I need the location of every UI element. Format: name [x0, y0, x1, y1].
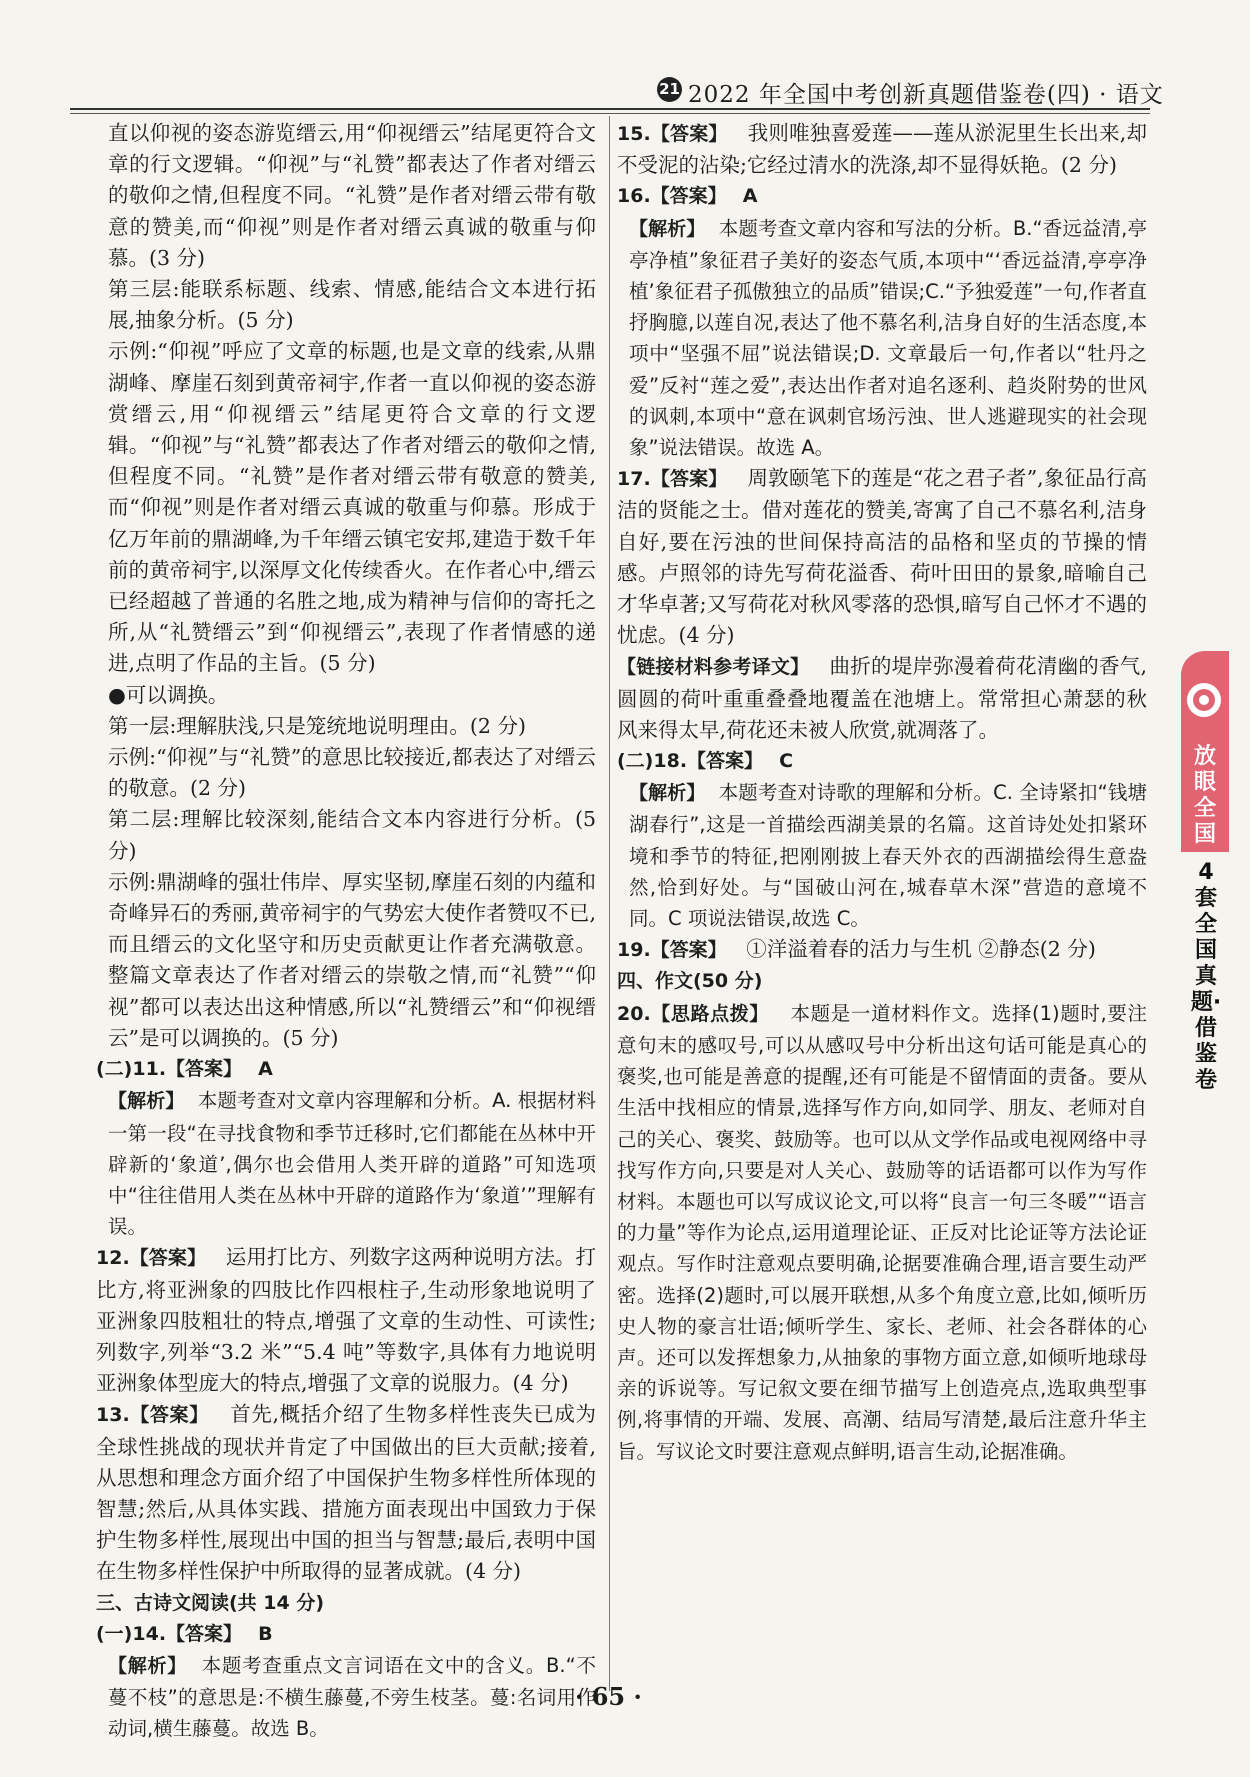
- answer-letter: C: [779, 750, 794, 773]
- question-11-heading: (二)11.【答案】 A: [96, 1058, 273, 1081]
- header-title: 2022 年全国中考创新真题借鉴卷(四) · 语文: [688, 82, 1164, 108]
- question-15: 15.【答案】 我则唯独喜爱莲——莲从淤泥里生长出来,却不受泥的沾染;它经过清水的洗涤,却不显得妖艳。(2 分): [617, 121, 1147, 178]
- question-14-heading: (一)14.【答案】 B: [96, 1622, 273, 1645]
- section-4-heading: 四、作文(50 分): [617, 970, 763, 993]
- paragraph: 直以仰视的姿态游览缙云,用“仰视缙云”结尾更符合文章的行文逻辑。“仰视”与“礼赞”都表达了作者对缙云的敬仰之情,但程度不同。“礼赞”是作者对缙云带有敬意的赞美,而“仰视”则是作者对缙云真诚的敬重与仰慕。(3 分): [108, 121, 596, 270]
- answer-letter: A: [258, 1058, 273, 1081]
- left-column: [96, 118, 596, 1745]
- question-18-heading: (二)18.【答案】 C: [617, 750, 794, 773]
- section-3-heading: 三、古诗文阅读(共 14 分): [96, 1591, 325, 1614]
- header-rule: [70, 108, 1150, 110]
- side-vertical-label: 4套全国真题·借鉴卷: [1190, 860, 1222, 1093]
- page-number: · 65 ·: [575, 1682, 642, 1711]
- paragraph: ●可以调换。: [108, 682, 229, 707]
- book-badge-icon: 21: [657, 77, 682, 102]
- question-20: 20.【思路点拨】 本题是一道材料作文。选择(1)题时,要注意句末的感叹号,可以从感叹号中分析出这句话可能是真心的褒奖,也可能是善意的提醒,还有可能是不留情面的责备。要从生活中找相应的情景,选择写作方向,如同学、朋友、老师对自己的关心、褒奖、鼓励等。也可以从文学作品或电视网络中寻找写作方向,只要是对人关心、鼓励等的话语都可以作为写作材料。本题也可以写成议论文,可以将“良言一句三冬暖”“语言的力量”等作为论点,运用道理论证、正反对比论证等方法论证观点。写作时注意观点要明确,论据要准确合理,语言要生动严密。选择(2)题时,可以展开联想,从多个角度立意,比如,倾听历史人物的豪言壮语;倾听学生、家长、老师、社会各群体的心声。还可以发挥想象力,从抽象的事物方面立意,如倾听地球母亲的诉说等。写记叙文要在细节描写上创造亮点,选取典型事例,将事情的开端、发展、高潮、结局写清楚,最后注意升华主旨。写议论文时要注意观点鲜明,语言生动,论据准确。: [617, 1001, 1147, 1463]
- paragraph: 示例:“仰视”呼应了文章的标题,也是文章的线索,从鼎湖峰、摩崖石刻到黄帝祠宇,作者一直以仰视的姿态游赏缙云,用“仰视缙云”结尾更符合文章的行文逻辑。“仰视”与“礼赞”都表达了作者对缙云的敬仰之情,但程度不同。“礼赞”是作者对缙云带有敬意的赞美,而“仰视”则是作者对缙云真诚的敬重与仰慕。形成于亿万年前的鼎湖峰,为千年缙云镇宅安邦,建造于数千年前的黄帝祠宇,以深厚文化传续香火。在作者心中,缙云已经超越了普通的名胜之地,成为精神与信仰的寄托之所,从“礼赞缙云”到“仰视缙云”,表现了作者情感的递进,点明了作品的主旨。(5 分): [108, 339, 596, 676]
- question-13: 13.【答案】 首先,概括介绍了生物多样性丧失已成为全球性挑战的现状并肯定了中国做出的巨大贡献;接着,从思想和理念方面介绍了中国保护生物多样性所体现的智慧;然后,从具体实践、措施方面表现出中国致力于保护生物多样性,展现出中国的担当与智慧;最后,表明中国在生物多样性保护中所取得的显著成就。(4 分): [96, 1402, 596, 1584]
- paragraph: 示例:鼎湖峰的强壮伟岸、厚实坚韧,摩崖石刻的内蕴和奇峰异石的秀丽,黄帝祠宇的气势宏大使作者赞叹不已,而且缙云的文化坚守和历史贡献更让作者充满敬意。整篇文章表达了作者对缙云的崇敬之情,而“礼赞”“仰视”都可以表达出这种情感,所以“礼赞缙云”和“仰视缙云”是可以调换的。(5 分): [108, 869, 596, 1050]
- target-icon-center: [1199, 695, 1209, 705]
- question-14-explanation: 【解析】 本题考查重点文言词语在文中的含义。B.“不蔓不枝”的意思是:不横生藤蔓,不旁生枝茎。蔓:名词用作动词,横生藤蔓。故选 B。: [108, 1653, 596, 1741]
- question-16-explanation: 【解析】 本题考查文章内容和写法的分析。B.“香远益清,亭亭净植”象征君子美好的姿态气质,本项中“‘香远益清,亭亭净植’象征君子孤傲独立的品质”错误;C.“予独爱莲”一句,作者直抒胸臆,以莲自况,表达了他不慕名利,洁身自好的生活态度,本项中“坚强不屈”说法错误;D. 文章最后一句,作者以“牡丹之爱”反衬“莲之爱”,表达出作者对追名逐利、趋炎附势的世风的讽刺,本项中“意在讽刺官场污浊、世人逃避现实的社会现象”说法错误。故选 A。: [629, 216, 1147, 460]
- question-17: 17.【答案】 周敦颐笔下的莲是“花之君子者”,象征品行高洁的贤能之士。借对莲花的赞美,寄寓了自己不慕名利,洁身自好,要在污浊的世间保持高洁的品格和坚贞的节操的情感。卢照邻的诗先写荷花溢香、荷叶田田的景象,暗喻自己才华卓著;又写荷花对秋风零落的恐惧,暗写自己怀才不遇的忧虑。(4 分): [617, 466, 1147, 648]
- column-divider: [609, 116, 610, 1691]
- paragraph: 第一层:理解肤浅,只是笼统地说明理由。(2 分): [108, 713, 526, 738]
- side-tab-label: 放眼全国: [1193, 744, 1216, 847]
- paragraph: 第三层:能联系标题、线索、情感,能结合文本进行拓展,抽象分析。(5 分): [108, 277, 596, 333]
- answer-letter: A: [742, 185, 758, 208]
- linked-material-translation: 【链接材料参考译文】 曲折的堤岸弥漫着荷花清幽的香气,圆圆的荷叶重重叠叠地覆盖在池塘上。常常担心萧瑟的秋风来得太早,荷花还未被人欣赏,就凋落了。: [617, 654, 1147, 742]
- question-18-explanation: 【解析】 本题考查对诗歌的理解和分析。C. 全诗紧扣“钱塘湖春行”,这是一首描绘西湖美景的名篇。这首诗处处扣紧环境和季节的特征,把刚刚披上春天外衣的西湖描绘得生意盎然,恰到好处。与“国破山河在,城春草木深”营造的意境不同。C 项说法错误,故选 C。: [629, 781, 1147, 931]
- paragraph: 第二层:理解比较深刻,能结合文本内容进行分析。(5 分): [108, 807, 596, 863]
- question-19: 19.【答案】 ①洋溢着春的活力与生机 ②静态(2 分): [617, 937, 1096, 962]
- question-12: 12.【答案】 运用打比方、列数字这两种说明方法。打比方,将亚洲象的四肢比作四根柱子,生动形象地说明了亚洲象四肢粗壮的特点,增强了文章的生动性、可读性;列数字,列举“3.2 米”“5.4 吨”等数字,具体有力地说明亚洲象体型庞大的特点,增强了文章的说服力。(4 分): [96, 1245, 596, 1396]
- header-rule-thin: [70, 113, 1150, 114]
- paragraph: 示例:“仰视”与“礼赞”的意思比较接近,都表达了对缙云的敬意。(2 分): [108, 745, 596, 801]
- question-16-heading: 16.【答案】 A: [617, 185, 758, 208]
- answer-letter: B: [258, 1622, 273, 1645]
- right-column: [617, 118, 1147, 1467]
- page-header: [0, 0, 1250, 110]
- question-11-explanation: 【解析】 本题考查对文章内容理解和分析。A. 根据材料一第一段“在寻找食物和季节迁移时,它们都能在丛林中开辟新的‘象道’,偶尔也会借用人类开辟的道路”可知选项中“往往借用人类在丛林中开辟的道路作为‘象道’”理解有误。: [108, 1089, 596, 1239]
